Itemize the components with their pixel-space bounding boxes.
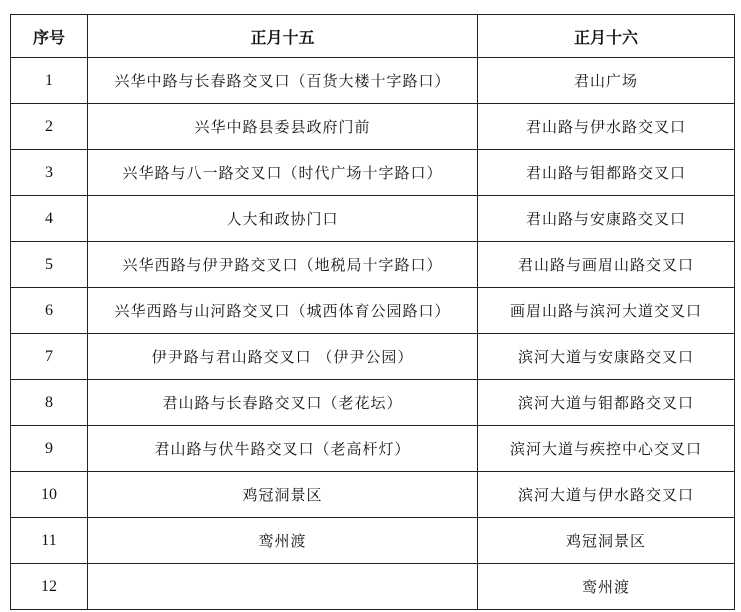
row-day15-location: 伊尹路与君山路交叉口 （伊尹公园） [88, 334, 478, 380]
table-row [11, 242, 735, 288]
table-row [11, 334, 735, 380]
row-index: 10 [11, 472, 88, 518]
header-index: 序号 [11, 15, 88, 58]
table-row [11, 564, 735, 610]
schedule-table [10, 14, 735, 610]
row-day15-location: 兴华路与八一路交叉口（时代广场十字路口） [88, 150, 478, 196]
row-day16-location: 滨河大道与伊水路交叉口 [478, 472, 735, 518]
row-day15-location: 鸾州渡 [88, 518, 478, 564]
row-index: 6 [11, 288, 88, 334]
row-day16-location: 滨河大道与安康路交叉口 [478, 334, 735, 380]
row-day16-location: 鸡冠洞景区 [478, 518, 735, 564]
row-index: 2 [11, 104, 88, 150]
row-index: 1 [11, 58, 88, 104]
table-row [11, 58, 735, 104]
row-day16-location: 画眉山路与滨河大道交叉口 [478, 288, 735, 334]
row-day16-location: 君山路与伊水路交叉口 [478, 104, 735, 150]
row-day15-location: 人大和政协门口 [88, 196, 478, 242]
row-index: 7 [11, 334, 88, 380]
header-day16: 正月十六 [478, 15, 735, 58]
row-day16-location: 滨河大道与疾控中心交叉口 [478, 426, 735, 472]
header-day15: 正月十五 [88, 15, 478, 58]
table-row [11, 104, 735, 150]
row-day15-location: 鸡冠洞景区 [88, 472, 478, 518]
table-row [11, 196, 735, 242]
row-index: 3 [11, 150, 88, 196]
row-day16-location: 君山路与钼都路交叉口 [478, 150, 735, 196]
table-row [11, 518, 735, 564]
row-index: 12 [11, 564, 88, 610]
table-row [11, 426, 735, 472]
row-index: 11 [11, 518, 88, 564]
row-day15-location [88, 564, 478, 610]
row-day16-location: 君山路与画眉山路交叉口 [478, 242, 735, 288]
row-day16-location: 君山广场 [478, 58, 735, 104]
row-day16-location: 滨河大道与钼都路交叉口 [478, 380, 735, 426]
row-day15-location: 兴华西路与伊尹路交叉口（地税局十字路口） [88, 242, 478, 288]
row-index: 8 [11, 380, 88, 426]
row-day15-location: 君山路与伏牛路交叉口（老高杆灯） [88, 426, 478, 472]
row-day15-location: 兴华西路与山河路交叉口（城西体育公园路口） [88, 288, 478, 334]
table-row [11, 472, 735, 518]
row-day15-location: 兴华中路与长春路交叉口（百货大楼十字路口） [88, 58, 478, 104]
row-index: 4 [11, 196, 88, 242]
row-day15-location: 君山路与长春路交叉口（老花坛） [88, 380, 478, 426]
row-day15-location: 兴华中路县委县政府门前 [88, 104, 478, 150]
row-index: 9 [11, 426, 88, 472]
table-header-row [11, 15, 735, 58]
row-index: 5 [11, 242, 88, 288]
table-row [11, 288, 735, 334]
row-day16-location: 君山路与安康路交叉口 [478, 196, 735, 242]
row-day16-location: 鸾州渡 [478, 564, 735, 610]
table-row [11, 380, 735, 426]
table-row [11, 150, 735, 196]
